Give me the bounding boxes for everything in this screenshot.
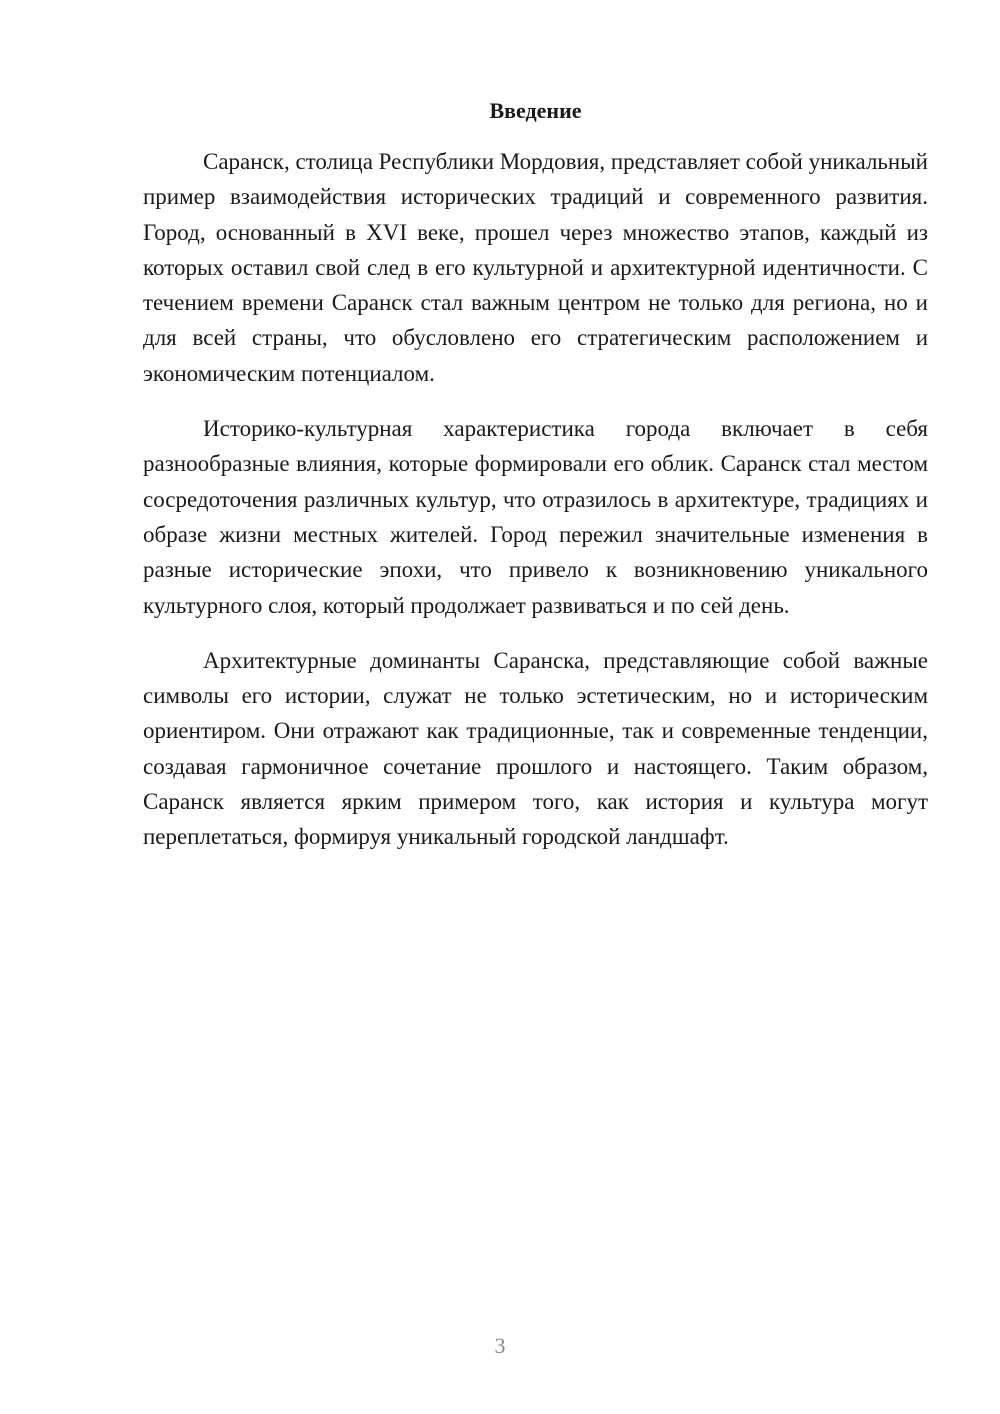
paragraph-1: Саранск, столица Республики Мордовия, представляет собой уникальный пример взаимодействия исторических традиций и современного развития. Город, основанный в XVI веке, прошел через множество этапов, каждый из которых оставил свой след в его культурной и архитектурной идентичности. С течением времени Саранск стал важным центром не только для региона, но и для всей страны, что обусловлено его стратегическим расположением и экономическим потенциалом. [143,149,928,386]
page-content [143,96,928,875]
paragraph-2: Историко-культурная характеристика города включает в себя разнообразные влияния, которые формировали его облик. Саранск стал местом сосредоточения различных культур, что отразилось в архитектуре, традициях и образе жизни местных жителей. Город пережил значительные изменения в разные исторические эпохи, что привело к возникновению уникального культурного слоя, который продолжает развиваться и по сей день. [143,416,928,618]
paragraph-3: Архитектурные доминанты Саранска, представляющие собой важные символы его истории, служат не только эстетическим, но и историческим ориентиром. Они отражают как традиционные, так и современные тенденции, создавая гармоничное сочетание прошлого и настоящего. Таким образом, Саранск является ярким примером того, как история и культура могут переплетаться, формируя уникальный городской ландшафт. [143,647,928,850]
page-number: 3 [494,1333,506,1358]
section-title: Введение [489,98,582,123]
